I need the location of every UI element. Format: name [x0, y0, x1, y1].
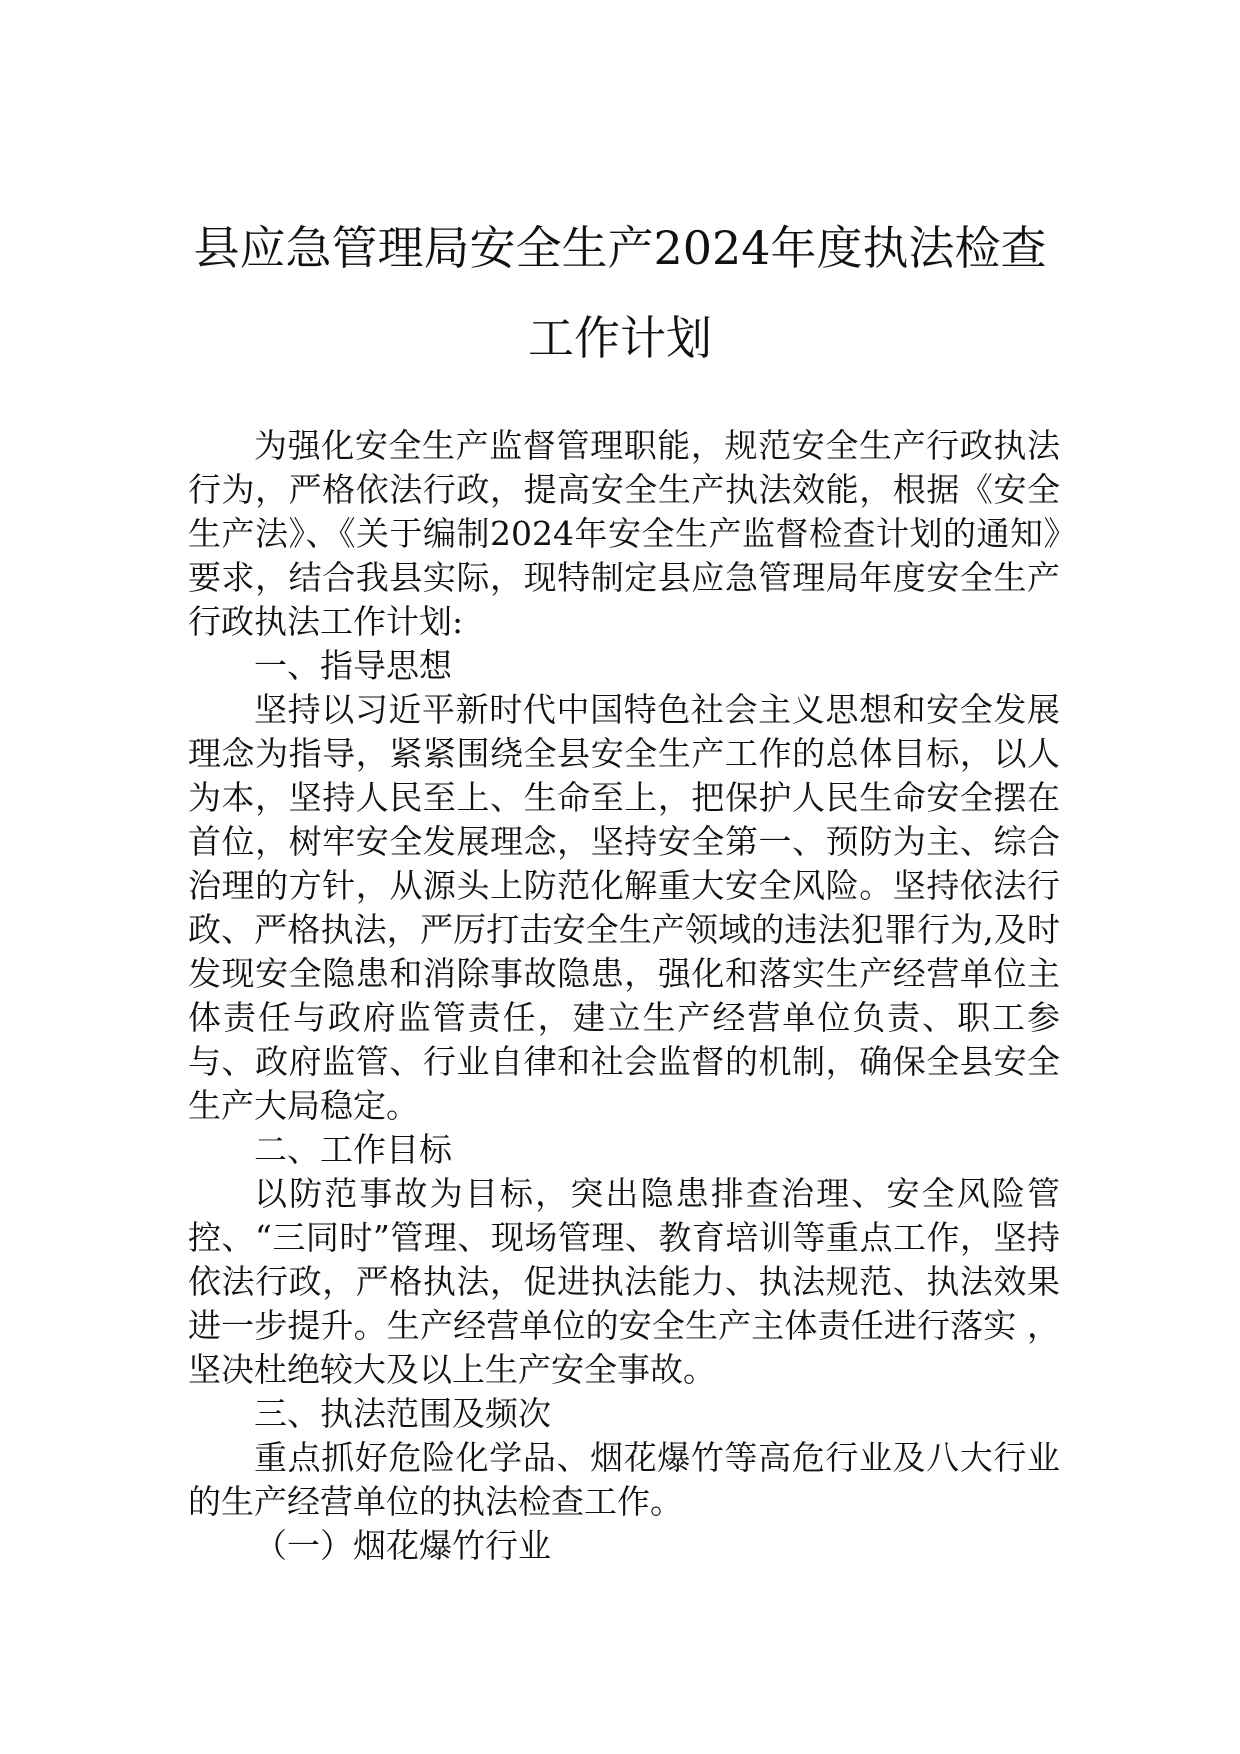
document-body	[188, 424, 1060, 1568]
section-paragraph-guiding-ideology: 坚持以习近平新时代中国特色社会主义思想和安全发展理念为指导，紧紧围绕全县安全生产工作的总体目标，以人为本，坚持人民至上、生命至上，把保护人民生命安全摆在首位，树牢安全发展理念，坚持安全第一、预防为主、综合治理的方针，从源头上防范化解重大安全风险。坚持依法行政、严格执法，严厉打击安全生产领域的违法犯罪行为,及时发现安全隐患和消除事故隐患，强化和落实生产经营单位主体责任与政府监管责任，建立生产经营单位负责、职工参与、政府监管、行业自律和社会监督的机制，确保全县安全生产大局稳定。	[188, 690, 1060, 1125]
section-heading-guiding-ideology: 一、指导思想	[254, 646, 452, 685]
document-title-line-1: 县应急管理局安全生产2024年度执法检查	[193, 221, 1047, 275]
section-paragraph-scope-frequency: 重点抓好危险化学品、烟花爆竹等高危行业及八大行业的生产经营单位的执法检查工作。	[188, 1438, 1060, 1521]
section-heading-work-goals: 二、工作目标	[254, 1130, 452, 1169]
section-paragraph-work-goals: 以防范事故为目标，突出隐患排查治理、安全风险管控、“三同时”管理、现场管理、教育培训等重点工作，坚持依法行政，严格执法，促进执法能力、执法规范、执法效果进一步提升。生产经营单位的安全生产主体责任进行落实 ，坚决杜绝较大及以上生产安全事故。	[188, 1174, 1060, 1389]
section-heading-scope-frequency: 三、执法范围及频次	[254, 1394, 551, 1433]
subsection-heading-fireworks: （一）烟花爆竹行业	[254, 1526, 551, 1565]
intro-paragraph: 为强化安全生产监督管理职能，规范安全生产行政执法行为，严格依法行政，提高安全生产执法效能，根据《安全生产法》、《关于编制2024年安全生产监督检查计划的通知》要求，结合我县实际，现特制定县应急管理局年度安全生产行政执法工作计划:	[188, 426, 1060, 641]
document-title-line-2: 工作计划	[528, 311, 712, 365]
